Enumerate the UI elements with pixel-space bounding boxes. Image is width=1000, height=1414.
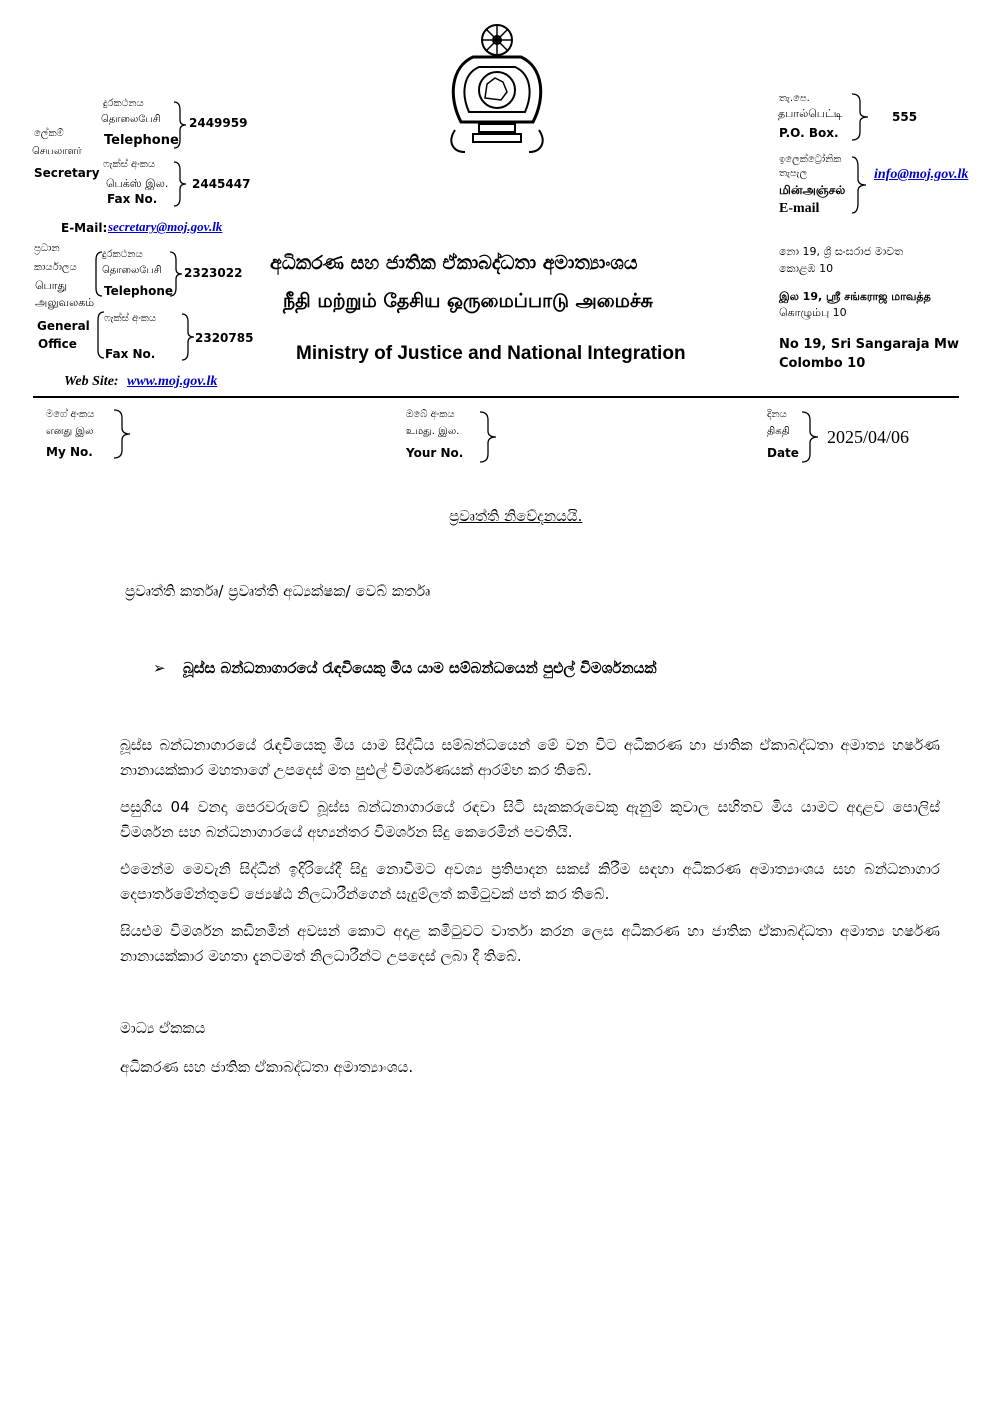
my-no-brace	[112, 408, 134, 460]
signature-unit: මාධ්‍ය ඒකකය	[120, 1019, 206, 1037]
email-label-en: E-mail	[779, 201, 820, 216]
email-label-ta: மின்அஞ்சல்	[779, 183, 846, 197]
office-label-ta-1: பொது	[35, 279, 68, 292]
address-en-line1: No 19, Sri Sangaraja Mw	[779, 337, 960, 352]
email-label-si-2: තැපැල	[779, 168, 808, 179]
tel-label-en: Telephone	[104, 133, 179, 148]
date-value: 2025/04/06	[827, 427, 910, 447]
paragraph-1: බූස්ස බන්ධනාගාරයේ රැඳවියෙකු මිය යාම සිද්ධිය සම්බන්ධයෙන් මේ වන විට අධිකරණ හා ජාතික ඒකාබද්ධතා අමාත්‍ය හර්ෂණ නානායක්කාර මහතාගේ උපදෙස් මත පුළුල් විමර්ශණයක් ආරම්භ කර තිබේ.	[120, 736, 940, 779]
email-brace	[850, 155, 870, 215]
ministry-title-sinhala: අධිකරණ සහ ජාතික ඒකාබද්ධතා අමාත්‍යාංශය	[270, 252, 638, 274]
date-label-en: Date	[767, 446, 799, 460]
ministry-title-tamil: நீதி மற்றும் தேசிய ஒருமைப்பாடு அமைச்சு	[283, 290, 653, 312]
fax-label-en: Fax No.	[107, 192, 158, 206]
my-no-label-en: My No.	[46, 445, 93, 459]
press-release-heading: ප්‍රවෘත්ති නිවේදනයයි.	[449, 507, 583, 525]
secretary-label-en: Secretary	[34, 166, 100, 180]
subject-bullet: බූස්ස බන්ධනාගාරයේ රැඳවියෙකු මිය යාම සම්බන්ධයෙන් පුළුල් විමර්ශනයක්	[183, 659, 657, 677]
address-ta-line2: கொழும்பு 10	[779, 306, 847, 319]
paragraph-4: සියළුම විමර්ශන කඩිනමින් අවසන් කොට අදාළ කමිටුවට වාර්තා කරන ලෙස අධිකරණ හා ජාතික ඒකාබද්ධතා අමාත්‍ය හර්ෂණ නානායක්කාර මහතා දැනටමත් නිලධාරීන්ට උපදෙස් ලබා දී තිබේ.	[120, 922, 940, 965]
signature-ministry: අධිකරණ සහ ජාතික ඒකාබද්ධතා අමාත්‍යාංශය.	[120, 1058, 414, 1076]
ministry-title-english: Ministry of Justice and National Integration	[296, 343, 686, 364]
po-label-si: තැ.පෙ.	[779, 93, 810, 104]
your-no-label-si: ඔබේ අංකය	[406, 409, 455, 420]
fax-label-ta: பெக்ஸ் இல.	[106, 177, 169, 190]
address-si-line2: කොළඹ 10	[779, 262, 834, 275]
office-label-si-2: කාර්යාලය	[34, 262, 77, 273]
addressee-line: ප්‍රවෘත්ති කර්තෘ/ ප්‍රවෘත්ති අධ්‍යක්ෂක/ වෙබ් කර්තෘ	[125, 582, 431, 600]
my-no-label-si: මගේ අංකය	[46, 409, 95, 420]
national-emblem-logo	[443, 12, 551, 160]
address-ta-line1: இல 19, ஸ்ரீ சங்கராஜ மாவத்த	[779, 290, 931, 303]
bullet-arrow-icon: ➢	[153, 659, 166, 677]
office-tel-label-ta: தொலைபேசி	[102, 265, 162, 276]
po-brace	[850, 92, 872, 142]
po-label-en: P.O. Box.	[779, 126, 839, 140]
office-label-en-1: General	[37, 319, 90, 333]
my-no-label-ta: எனது இல	[46, 426, 94, 437]
website-link[interactable]: www.moj.gov.lk	[127, 374, 218, 389]
fax-label-si: ෆැක්ස් අංකය	[103, 159, 156, 170]
date-label-si: දිනය	[767, 409, 787, 420]
tel-label-si: දුරකථනය	[103, 98, 144, 109]
email-label-si-1: ඉලෙක්ට්‍රෝනික	[779, 154, 842, 165]
paragraph-2: පසුගිය 04 වනදා පෙරවරුවේ බූස්ස බන්ධනාගාරයේ රඳවා සිටි සැකකරුවෙකු ඇනුම් කුවාල සහිතව මිය යාමට අදාළව පොලිස් විමර්ශන සහ බන්ධනාගාරයේ අභ්‍යන්තර විමර්ශන සිදු කෙරෙමින් පවතියි.	[120, 798, 940, 841]
secretary-label-si: ලේකම්	[34, 128, 64, 139]
address-si-line1: නො 19, ශ්‍රී සංඝරාජ මාවත	[779, 245, 904, 258]
po-label-ta: தபால்பெட்டி	[778, 107, 843, 120]
office-label-si-1: ප්‍රධාන	[34, 243, 60, 254]
office-tel-label-en: Telephone	[104, 284, 174, 298]
office-tel-label-si: දුරකථනය	[102, 249, 143, 260]
date-label-ta: திகதி	[767, 426, 790, 437]
secretary-email-link[interactable]: secretary@moj.gov.lk	[108, 219, 223, 234]
office-label-ta-2: அலுவலகம்	[35, 296, 95, 309]
office-tel-number: 2323022	[184, 266, 243, 280]
your-no-brace	[478, 410, 500, 464]
fax-number: 2445447	[192, 177, 251, 191]
office-fax-label-si: ෆැක්ස් අංකය	[104, 313, 157, 324]
your-no-label-en: Your No.	[406, 446, 464, 460]
secretary-label-ta: செயலாளர்	[32, 146, 82, 157]
tel-label-ta: தொலைபேசி	[101, 114, 161, 125]
office-label-en-2: Office	[38, 337, 77, 351]
fax-brace	[172, 160, 190, 208]
info-email-link[interactable]: info@moj.gov.lk	[874, 167, 969, 182]
tel-brace	[172, 100, 190, 150]
address-en-line2: Colombo 10	[779, 356, 866, 371]
header-divider	[33, 396, 959, 398]
date-brace	[800, 410, 822, 464]
paragraph-3: එමෙන්ම මෙවැනි සිද්ධීන් ඉදිරියේදී සිදු නොවීමට අවශ්‍ය ප්‍රතිපාදන සකස් කිරීම සඳහා අධිකරණ අමාත්‍යාංශය සහ බන්ධනාගාර දෙපාර්තමේන්තුවේ ජ්‍යෙෂ්ඨ නිලධාරීන්ගෙන් සැදුම්ලත් කමිටුවක් පත් කර තිබේ.	[120, 860, 940, 903]
office-fax-label-en: Fax No.	[105, 347, 156, 361]
email-label: E-Mail:	[61, 221, 108, 235]
office-fax-number: 2320785	[195, 331, 254, 345]
po-number: 555	[892, 110, 918, 124]
your-no-label-ta: உமது. இல.	[406, 426, 460, 437]
website-label: Web Site:	[64, 374, 119, 389]
tel-number: 2449959	[189, 116, 248, 130]
